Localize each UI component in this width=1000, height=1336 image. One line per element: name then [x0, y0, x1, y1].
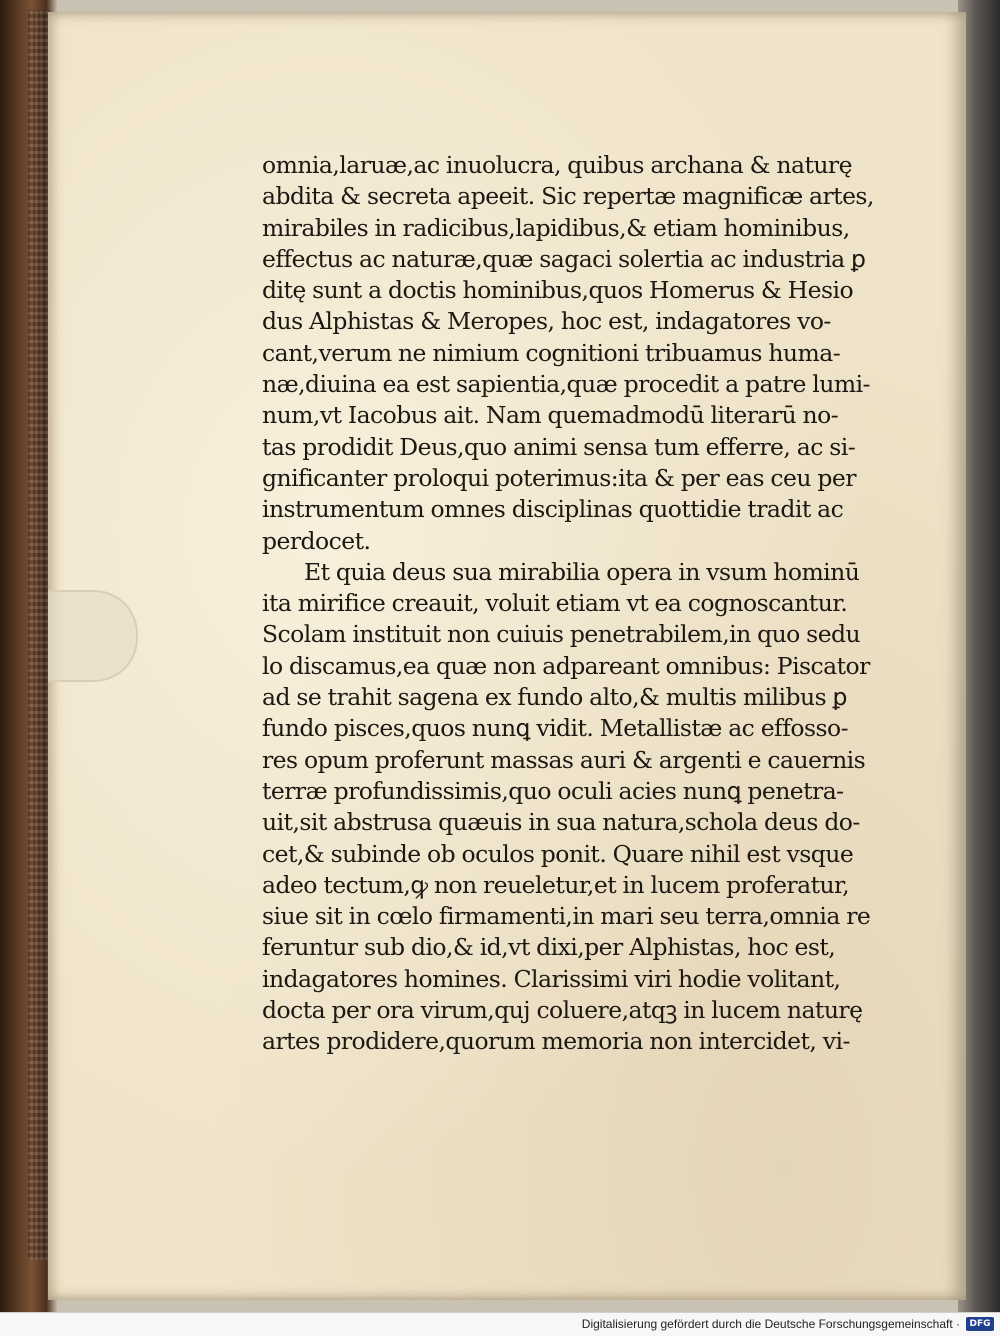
- text-line: ad se trahit sagena ex fundo alto,& multis milibus ꝑ: [262, 683, 847, 712]
- text-line: siue sit in cœlo firmamenti,in mari seu terra,omnia re: [262, 902, 871, 931]
- text-line: artes prodidere,quorum memoria non intercidet, vi-: [262, 1027, 850, 1056]
- text-line: næ,diuina ea est sapientia,quæ procedit a patre lumi-: [262, 370, 870, 399]
- text-line: ditę sunt a doctis hominibus,quos Homerus & Hesio: [262, 276, 854, 305]
- text-line: terræ profundissimis,quo oculi acies nunꝗ penetra-: [262, 776, 844, 805]
- text-line: perdocet.: [262, 526, 371, 555]
- text-line: instrumentum omnes disciplinas quottidie tradit ac: [262, 495, 844, 524]
- text-line: indagatores homines. Clarissimi viri hodie volitant,: [262, 964, 841, 993]
- text-line: adeo tectum,ꝙ non reueletur,et in lucem proferatur,: [262, 870, 850, 899]
- text-line: num,vt Iacobus ait. Nam quemadmodū literarū no-: [262, 401, 839, 430]
- cover-texture: [28, 10, 50, 1260]
- text-line: mirabiles in radicibus,lapidibus,& etiam hominibus,: [262, 213, 850, 242]
- text-line: cet,& subinde ob oculos ponit. Quare nihil est vsque: [262, 839, 854, 868]
- text-line: effectus ac naturæ,quæ sagaci solertia ac industria ꝑ: [262, 244, 866, 273]
- text-line: ita mirifice creauit, voluit etiam vt ea cognoscantur.: [262, 589, 848, 618]
- text-line: gnificanter proloqui poterimus:ita & per eas ceu per: [262, 463, 856, 492]
- text-line: cant,verum ne nimium cognitioni tribuamus huma-: [262, 338, 841, 367]
- dfg-logo: DFG: [966, 1317, 994, 1331]
- text-line: Scolam instituit non cuiuis penetrabilem,in quo sedu: [262, 620, 861, 649]
- text-line: omnia,laruæ,ac inuolucra, quibus archana & naturę: [262, 151, 852, 179]
- page-text: [262, 150, 912, 1058]
- text-line: abdita & secreta apeeit. Sic repertæ magnificæ artes,: [262, 182, 874, 211]
- funding-credit: Digitalisierung gefördert durch die Deutsche Forschungsgemeinschaft ·: [581, 1317, 960, 1331]
- text-line: feruntur sub dio,& id,vt dixi,per Alphistas, hoc est,: [262, 933, 836, 962]
- paragraph-start-line: Et quia deus sua mirabilia opera in vsum hominū: [304, 557, 860, 586]
- text-line: res opum proferunt massas auri & argenti e cauernis: [262, 745, 866, 774]
- text-line: fundo pisces,quos nunꝗ vidit. Metallistæ ac effosso-: [262, 714, 848, 743]
- page-clip-mark: [48, 590, 138, 682]
- text-line: lo discamus,ea quæ non adpareant omnibus: Piscator: [262, 651, 870, 680]
- text-line: dus Alphistas & Meropes, hoc est, indagatores vo-: [262, 307, 831, 336]
- text-line: tas prodidit Deus,quo animi sensa tum efferre, ac si-: [262, 432, 856, 461]
- text-line: uit,sit abstrusa quæuis in sua natura,schola deus do-: [262, 808, 860, 837]
- digitization-footer: [0, 1312, 1000, 1336]
- text-line: docta per ora virum,quj coluere,atqꝫ in lucem naturę: [262, 996, 863, 1025]
